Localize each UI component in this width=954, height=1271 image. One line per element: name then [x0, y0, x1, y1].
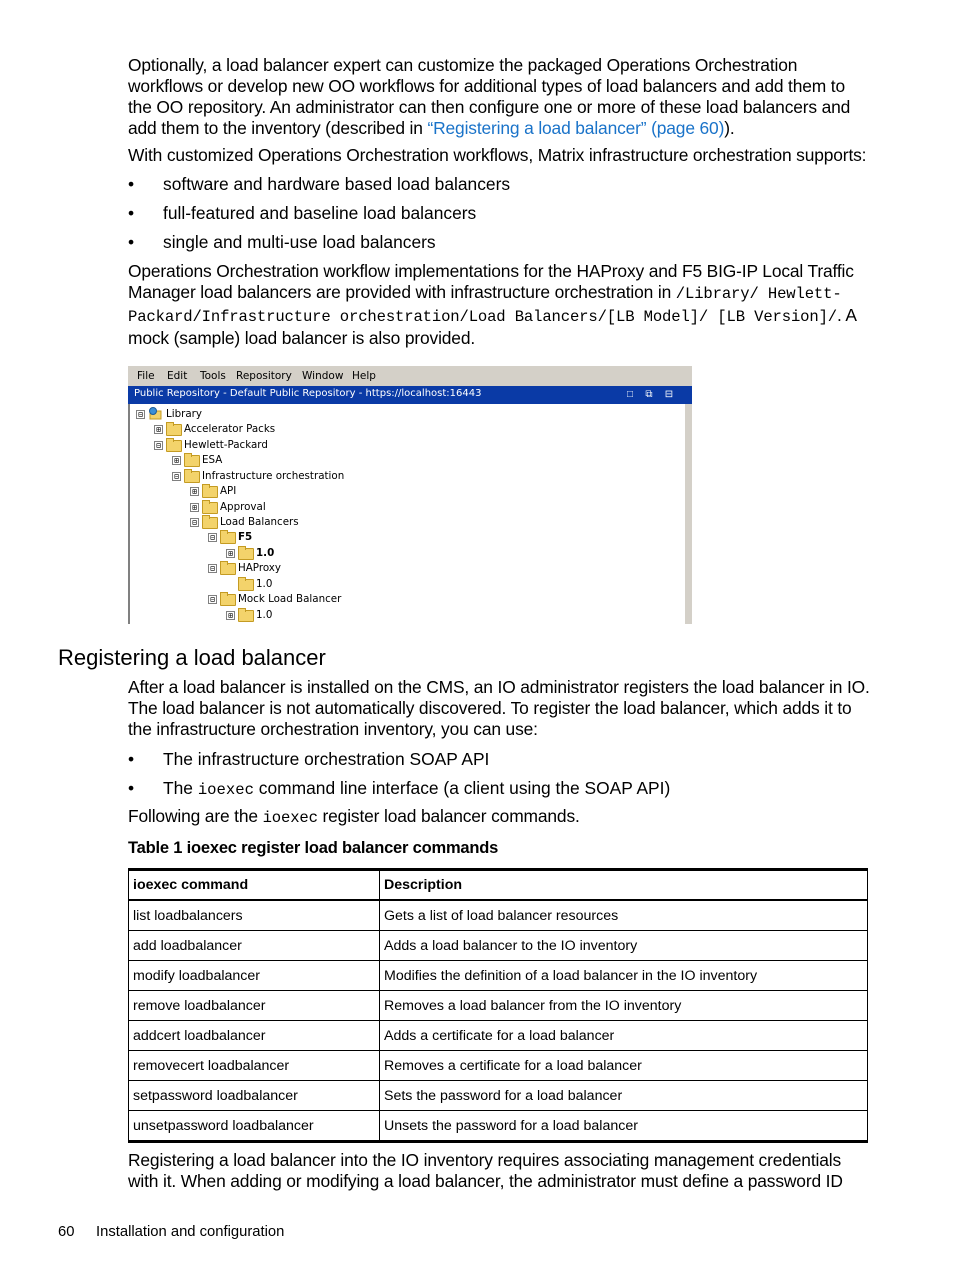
collapse-icon[interactable]: ⊟ — [136, 410, 145, 419]
repository-title: Public Repository - Default Public Repository - https://localhost:16443 — [134, 388, 482, 399]
description-cell: Sets the password for a load balancer — [380, 1081, 868, 1111]
expand-icon[interactable]: ⊞ — [190, 487, 199, 496]
commands-table — [128, 868, 868, 1143]
command-cell: list loadbalancers — [129, 900, 380, 931]
repository-screenshot — [128, 366, 692, 624]
intro-paragraph-2: With customized Operations Orchestration workflows, Matrix infrastructure orchestration supports: — [128, 145, 867, 165]
table-row — [129, 1021, 868, 1051]
intro-paragraph-3: Operations Orchestration workflow implementations for the HAProxy and F5 BIG-IP Local Traffic Manager load balancers are provided with infrastructure orchestration in /Library/ Hewlett-Packard/Infrastructure orchestration/Load Balancers/[LB Model]/ [LB Version]/. A mock (sample) load balancer is also provided. — [128, 261, 856, 348]
command-cell: modify loadbalancer — [129, 961, 380, 991]
library-icon — [148, 407, 162, 420]
intro-paragraph-1: Optionally, a load balancer expert can customize the packaged Operations Orchestration workflows or develop new OO workflows for additional types of load balancers and add them to the OO repository. An administrator can then configure one or more of these load balancers and add them to the inventory (described in “Registering a load balancer” (page 60)). — [128, 55, 851, 138]
table-row — [129, 900, 868, 931]
menu-window[interactable]: Window — [302, 370, 344, 382]
section-heading: Registering a load balancer — [58, 645, 326, 670]
folder-icon — [238, 610, 254, 622]
tree-scrollbar[interactable] — [685, 404, 692, 624]
table-row — [129, 1111, 868, 1142]
library-path: /Library/ Hewlett-Packard/Infrastructure orchestration/Load Balancers/[LB Model]/ [LB Version]/ — [128, 285, 842, 326]
description-cell: Adds a certificate for a load balancer — [380, 1021, 868, 1051]
repository-title-bar — [128, 386, 692, 404]
section-paragraph-3: Registering a load balancer into the IO inventory requires associating management credentials with it. When adding or modifying a load balancer, the administrator must define a password ID — [128, 1150, 843, 1191]
section-paragraph-1: After a load balancer is installed on the CMS, an IO administrator registers the load balancer in IO. The load balancer is not automatically discovered. To register the load balancer, which adds it to the infrastructure orchestration inventory, you can use: — [128, 677, 870, 739]
table-header-row — [129, 870, 868, 901]
restore-button[interactable]: □ — [626, 389, 634, 400]
folder-icon — [166, 424, 182, 436]
description-cell: Unsets the password for a load balancer — [380, 1111, 868, 1142]
table-row — [129, 1051, 868, 1081]
menu-help[interactable]: Help — [352, 370, 376, 382]
expand-icon[interactable]: ⊞ — [226, 611, 235, 620]
folder-open-icon — [184, 471, 200, 483]
collapse-icon[interactable]: ⊟ — [208, 564, 217, 573]
column-header-command: ioexec command — [129, 870, 380, 901]
page-number: 60 — [58, 1224, 75, 1240]
collapse-icon[interactable]: ⊟ — [172, 472, 181, 481]
command-cell: removecert loadbalancer — [129, 1051, 380, 1081]
menu-repository[interactable]: Repository — [236, 370, 292, 382]
description-cell: Adds a load balancer to the IO inventory — [380, 931, 868, 961]
folder-open-icon — [220, 532, 236, 544]
menu-tools[interactable]: Tools — [200, 370, 226, 382]
section-paragraph-2: Following are the ioexec register load balancer commands. — [128, 806, 580, 827]
folder-icon — [238, 548, 254, 560]
command-cell: setpassword loadbalancer — [129, 1081, 380, 1111]
table-row — [129, 961, 868, 991]
menu-edit[interactable]: Edit — [167, 370, 188, 382]
folder-icon — [184, 455, 200, 467]
expand-icon[interactable]: ⊞ — [154, 425, 163, 434]
folder-icon — [202, 486, 218, 498]
registering-link[interactable]: “Registering a load balancer” (page 60) — [427, 118, 725, 138]
collapse-icon[interactable]: ⊟ — [190, 518, 199, 527]
command-cell: addcert loadbalancer — [129, 1021, 380, 1051]
folder-icon — [202, 502, 218, 514]
menu-file[interactable]: File — [137, 370, 155, 382]
command-cell: remove loadbalancer — [129, 991, 380, 1021]
table-row — [129, 1081, 868, 1111]
collapse-icon[interactable]: ⊟ — [208, 533, 217, 542]
description-cell: Removes a load balancer from the IO inventory — [380, 991, 868, 1021]
minimize-button[interactable]: ⊟ — [664, 389, 674, 400]
table-caption: Table 1 ioexec register load balancer commands — [128, 839, 499, 857]
chapter-title: Installation and configuration — [96, 1224, 285, 1240]
repository-tree: ⊟ Library ⊞ Accelerator Packs ⊟ Hewlett-Packard ⊞ ESA ⊟ Infrastructure orchestration ⊞ API ⊞ Approval ⊟ Load Balancers ⊟ F5 ⊞ 1.0 ⊟ HAProxy 1.0 ⊟ Mock Load Balancer ⊞ 1.0 — [128, 404, 686, 624]
expand-icon[interactable]: ⊞ — [190, 503, 199, 512]
column-header-description: Description — [380, 870, 868, 901]
expand-icon[interactable]: ⊞ — [172, 456, 181, 465]
collapse-icon[interactable]: ⊟ — [208, 595, 217, 604]
expand-icon[interactable]: ⊞ — [226, 549, 235, 558]
command-cell: add loadbalancer — [129, 931, 380, 961]
menu-bar — [128, 366, 692, 386]
command-cell: unsetpassword loadbalancer — [129, 1111, 380, 1142]
folder-open-icon — [202, 517, 218, 529]
description-cell: Gets a list of load balancer resources — [380, 900, 868, 931]
folder-open-icon — [220, 594, 236, 606]
table-row — [129, 991, 868, 1021]
maximize-button[interactable]: ⧉ — [645, 389, 653, 400]
folder-icon — [238, 579, 254, 591]
folder-open-icon — [220, 563, 236, 575]
description-cell: Modifies the definition of a load balancer in the IO inventory — [380, 961, 868, 991]
table-row — [129, 931, 868, 961]
description-cell: Removes a certificate for a load balancer — [380, 1051, 868, 1081]
folder-open-icon — [166, 440, 182, 452]
collapse-icon[interactable]: ⊟ — [154, 441, 163, 450]
